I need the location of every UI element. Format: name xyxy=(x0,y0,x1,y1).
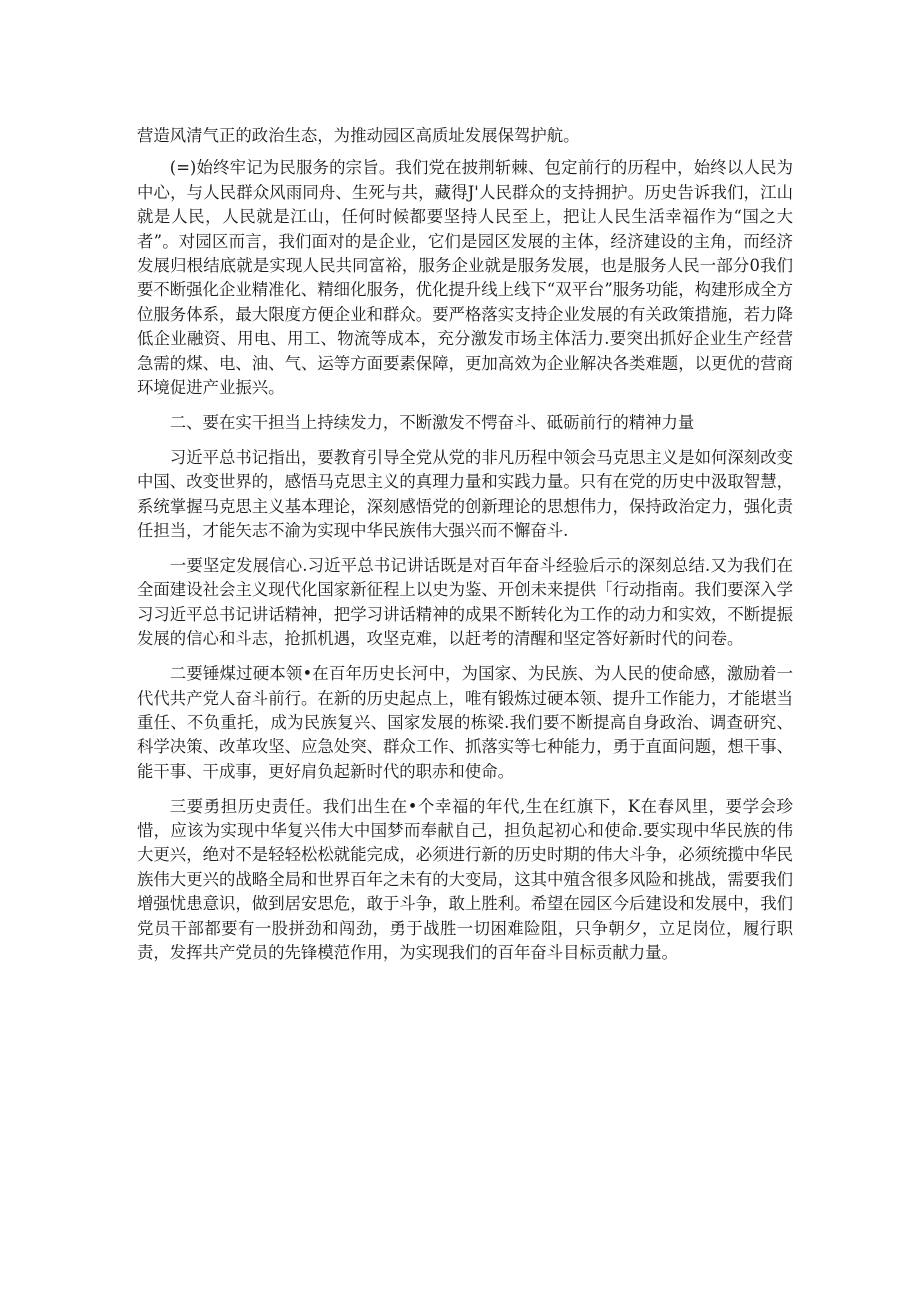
paragraph-xi-quote: 习近平总书记指出，要教育引导全党从党的非凡历程中领会马克思主义是如何深刻改变中国、改变世界的，感悟马克思主义的真理力量和实践力量。只有在党的历史中汲取智慧，系统掌握马克思主义基本理论，深刻感悟党的创新理论的思想伟力，保持政治定力，强化责任担当，才能矢志不渝为实现中华民族伟大强兴而不懈奋斗. xyxy=(137,447,793,541)
paragraph-skills: 二要锤煤过硬本领•在百年历史长河中，为国家、为民族、为人民的使命感，激励着一代代共产党人奋斗前行。在新的历史起点上，唯有锻炼过硬本领、提升工作能力，才能堪当重任、不负重托，成为民族复兴、国家发展的栋梁.我们要不断提高自身政治、调查研究、科学决策、改革攻坚、应急处突、群众工作、抓落实等七种能力，勇于直面问题，想干事、能干事、干成事，更好肩负起新时代的职赤和使命。 xyxy=(137,664,793,781)
section-heading-two: 二、要在实干担当上持续发力，不断激发不愕奋斗、砥砺前行的精神力量 xyxy=(169,412,695,432)
paragraph-responsibility: 三要勇担历史责任。我们出生在•个幸福的年代,生在红旗下，K在春风里，要学会珍惜，应该为实现中华复兴伟大中国梦而奉献自己，担负起初心和使命.要实现中华民族的伟大更兴，绝对不是轻轻松松就能完成，必须进行新的历史时期的伟大斗争，必须统揽中华民族伟大更兴的战略全局和世界百年之未有的大变局，这其中殖含很多风险和挑战，需要我们增强忧患意识，做到居安思危，敢于斗争，敢上胜利。希望在园区今后建设和发展中，我们党员干部都要有一股拼劲和闯劲，勇于战胜一切困难险阻，只争朝夕，立足岗位，履行职责，发挥共产党员的先锋模范作用，为实现我们的百年奋斗目标贡献力量。 xyxy=(137,796,793,963)
paragraph-continuation: 营造风清气正的政治生态，为推动园区高质址发展保驾护航。 xyxy=(137,126,580,145)
paragraph-serve-people: (=)始终牢记为民服务的宗旨。我们党在披荆斩棘、包定前行的历程中，始终以人民为中心，与人民群众风雨同舟、生死与共，藏得J'人民群众的支持拥护。历史告诉我们，江山就是人民，人民就是江山，任何时候都要坚持人民至上，把让人民生活幸福作为“国之大者”。对园区而言，我们面对的是企业，它们是园区发展的主体，经济建设的主角，而经济发展归根结底就是实现人民共同富裕，服务企业就是服务发展，也是服务人民一部分0我们要不断强化企业精准化、精细化服务，优化提升线上线下“双平台”服务功能，构建形成全方位服务体系，最大限度方便企业和群众。要严格落实支持企业发展的有关政策措施，若力降低企业融资、用电、用工、物流等成本，充分激发市场主体活力.要突出抓好企业生产经营急需的煤、电、油、气、运等方面要素保障，更加高效为企业解决各类难题，以更优的营商环境促进产业振兴。 xyxy=(137,158,793,398)
paragraph-confidence: 一要坚定发展信心.习近平总书记讲话既是对百年奋斗经验后示的深刻总结.又为我们在全面建设社会主义现代化国家新征程上以史为鉴、开创未来提供「行动指南。我们要深入学习习近平总书记讲话精神，把学习讲话精神的成果不断转化为工作的动力和实效，不断提振发展的信心和斗志，抢抓机遇，攻坚克难，以赶考的清醒和坚定答好新时代的问卷。 xyxy=(137,556,793,649)
document-page xyxy=(137,124,793,976)
